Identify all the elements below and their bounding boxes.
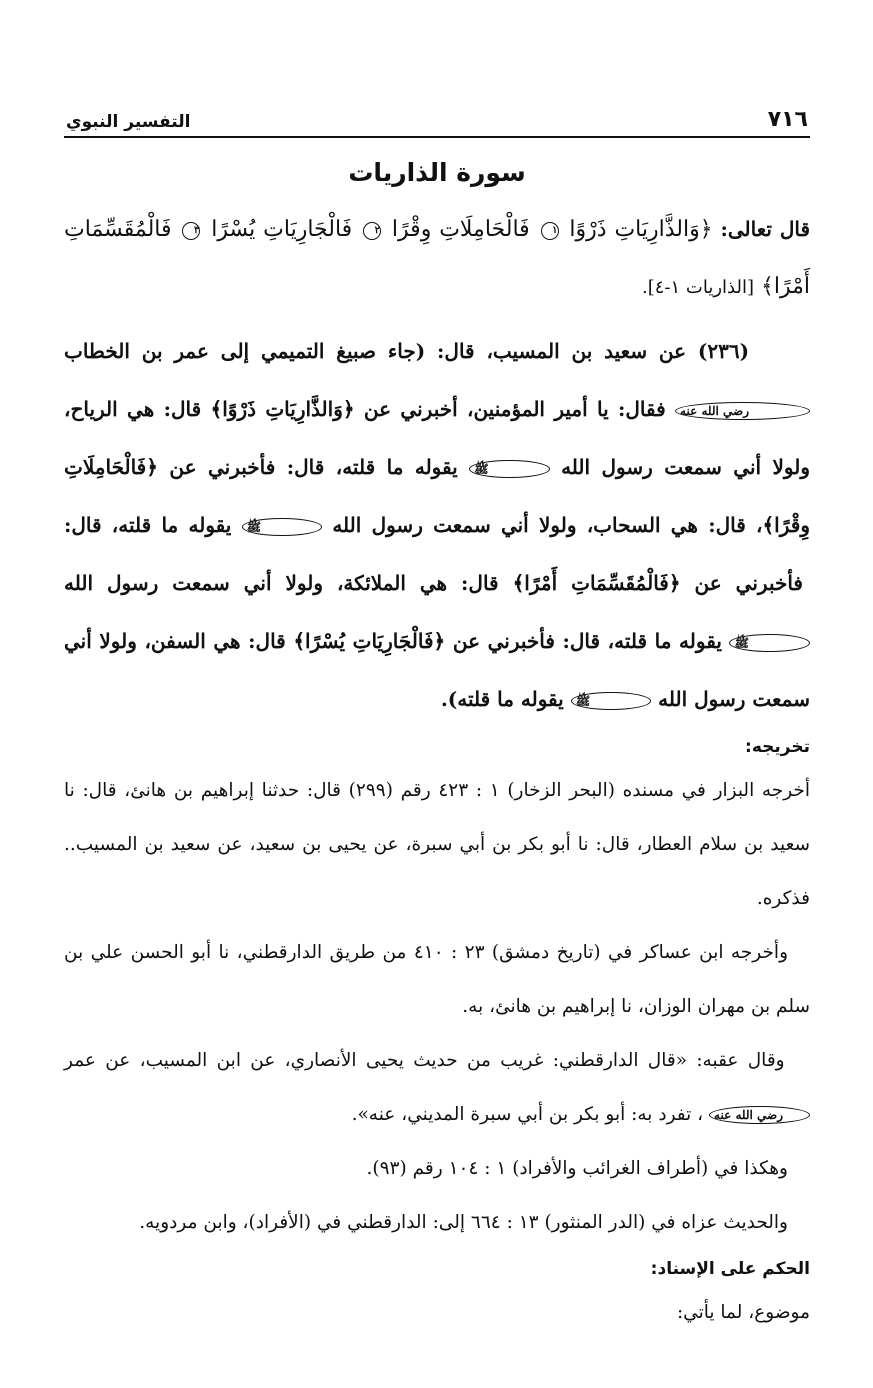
page-number: ٧١٦	[767, 107, 808, 132]
quran-verse-3: فَالْجَارِيَاتِ يُسْرًا	[211, 217, 353, 242]
verse-lead: قال تعالى:	[712, 217, 811, 241]
takhrij-paragraph-5: والحديث عزاه في (الدر المنثور) ١٣ : ٦٦٤ إلى: الدارقطني في (الأفراد)، وابن مردويه.	[139, 1212, 788, 1233]
takhrij-paragraph-3	[64, 1034, 810, 1142]
honorific-glyph-2: رضي الله عنه	[709, 1106, 810, 1124]
quran-verse-2: فَالْحَامِلَاتِ وِقْرًا	[391, 217, 530, 242]
verse-reference: [الذاريات ١-٤].	[641, 277, 754, 298]
hadith-part-1: (٢٣٦) عن سعيد بن المسيب، قال: (جاء صبيغ التميمي إلى عمر بن الخطاب	[64, 339, 750, 363]
verse-end-marker-2: ٢	[363, 222, 381, 240]
ruling-text: موضوع، لما يأتي:	[676, 1302, 810, 1323]
verse-end-marker-1: ١	[541, 222, 559, 240]
quran-verse-1: ﴿وَالذَّارِيَاتِ ذَرْوًا	[569, 217, 713, 242]
takhrij-heading: تخريجه:	[745, 737, 810, 757]
hadith-part-2: فقال: يا أمير المؤمنين، أخبرني عن ﴿وَالذَّارِيَاتِ ذَرْوًا﴾ قال: هي الرياح، ولولا أني سمعت رسول الله	[64, 397, 811, 479]
takhrij-paragraph-4: وهكذا في (أطراف الغرائب والأفراد) ١ : ١٠٤ رقم (٩٣).	[366, 1158, 788, 1179]
hadith-part-4: يقوله ما قلته، قال: فأخبرني عن ﴿فَالْمُقَسِّمَاتِ أَمْرًا﴾ قال: هي الملائكة، ولولا أني سمعت رسول الله	[64, 513, 803, 595]
hadith-part-5: يقوله ما قلته، قال: فأخبرني عن ﴿فَالْجَارِيَاتِ يُسْرًا﴾ قال: هي السفن، ولولا أني سمعت رسول الله	[64, 629, 810, 711]
hadith-text	[64, 322, 810, 728]
verse-end-marker-3: ٣	[182, 222, 200, 240]
hadith-part-3: يقوله ما قلته، قال: فأخبرني عن ﴿فَالْحَامِلَاتِ وِقْرًا﴾، قال: هي السحاب، ولولا أني سمعت رسول الله	[64, 455, 810, 537]
takhrij-paragraph-3-part-2: ، تفرد به: أبو بكر بن أبي سبرة المديني، عنه».	[351, 1104, 704, 1125]
hadith-part-6: يقوله ما قلته).	[440, 687, 564, 711]
salutation-glyph-1: ﷺ	[469, 460, 550, 478]
running-title: التفسير النبوي	[66, 112, 191, 132]
salutation-glyph-4: ﷺ	[571, 692, 652, 710]
page-header	[64, 92, 810, 138]
takhrij-paragraph-1: أخرجه البزار في مسنده (البحر الزخار) ١ : ٤٢٣ رقم (٢٩٩) قال: حدثنا إبراهيم بن هانئ، قال: نا سعيد بن سلام العطار، قال: نا أبو بكر بن أبي سبرة، عن يحيى بن سعيد، عن سعيد بن المسيب.. فذكره.	[64, 780, 811, 909]
quran-verse-4: فَالْمُقَسِّمَاتِ أَمْرًا﴾	[64, 217, 810, 299]
salutation-glyph-3: ﷺ	[729, 634, 810, 652]
surah-title: سورة الذاريات	[348, 158, 526, 187]
honorific-glyph-1: رضي الله عنه	[675, 402, 810, 420]
book-page	[64, 92, 810, 1352]
ruling-heading: الحكم على الإسناد:	[650, 1259, 810, 1279]
takhrij-paragraph-2: وأخرجه ابن عساكر في (تاريخ دمشق) ٢٣ : ٤١٠ من طريق الدارقطني، نا أبو الحسن علي بن سلم بن مهران الوزان، نا إبراهيم بن هانئ، به.	[64, 942, 810, 1017]
verse-intro	[64, 201, 810, 316]
takhrij-paragraph-3-part-1: وقال عقبه: «قال الدارقطني: غريب من حديث يحيى الأنصاري، عن ابن المسيب، عن عمر	[64, 1050, 785, 1071]
salutation-glyph-2: ﷺ	[242, 518, 323, 536]
